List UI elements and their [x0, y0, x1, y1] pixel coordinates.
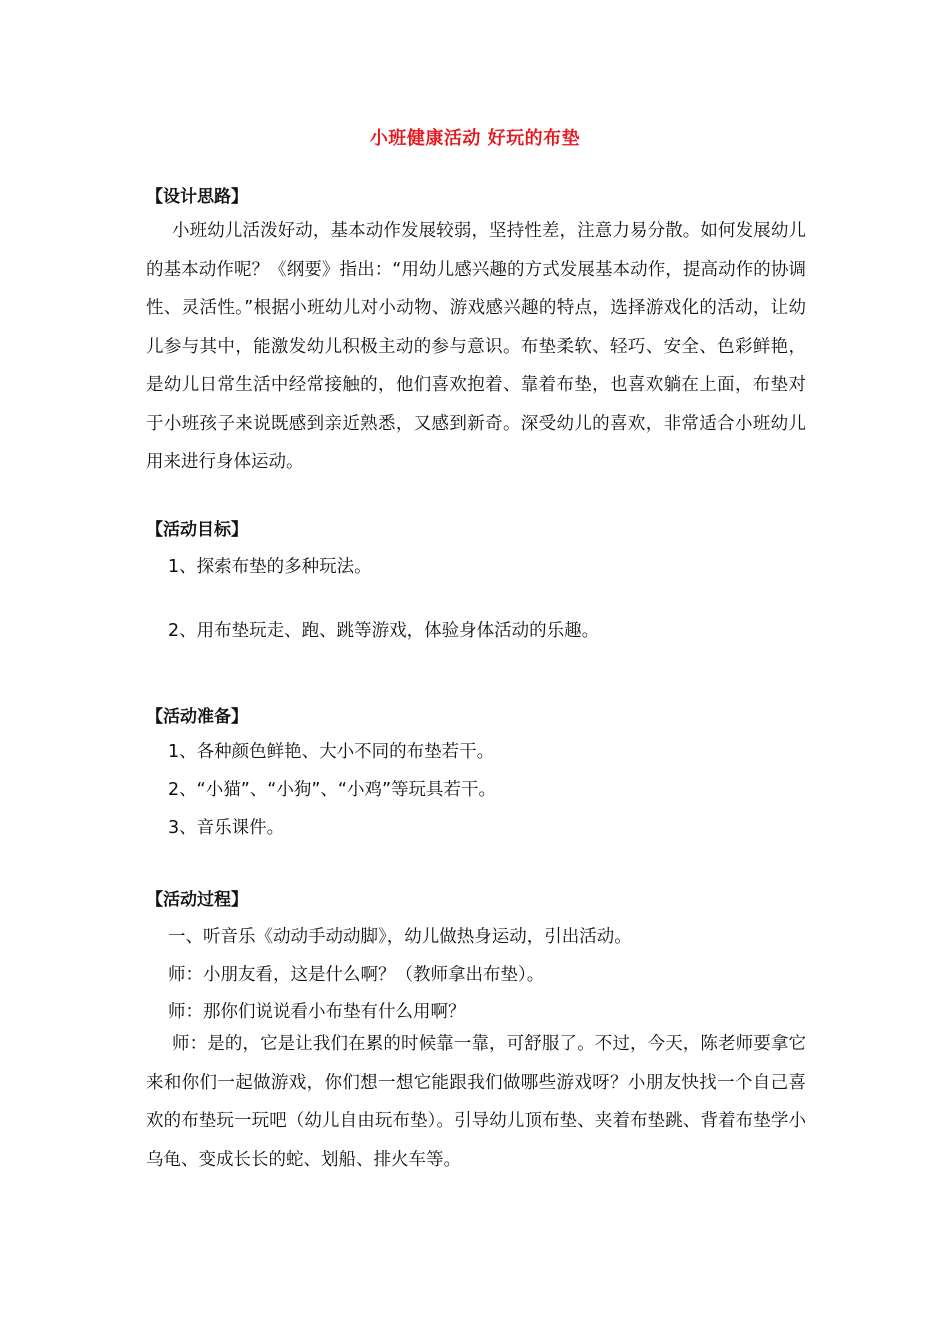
process-line: 师：那你们说说看小布垫有什么用啊？	[168, 1002, 466, 1022]
prep-item: 1、各种颜色鲜艳、大小不同的布垫若干。	[168, 742, 495, 762]
goals-heading: 【活动目标】	[146, 520, 248, 540]
design-paragraph: 小班幼儿活泼好动，基本动作发展较弱，坚持性差，注意力易分散。如何发展幼儿的基本动作呢？《纲要》指出：“用幼儿感兴趣的方式发展基本动作，提高动作的协调性、灵活性。”根据小班幼儿对小动物、游戏感兴趣的特点，选择游戏化的活动，让幼儿参与其中，能激发幼儿积极主动的参与意识。布垫柔软、轻巧、安全、色彩鲜艳，是幼儿日常生活中经常接触的，他们喜欢抱着、靠着布垫，也喜欢躺在上面，布垫对于小班孩子来说既感到亲近熟悉，又感到新奇。深受幼儿的喜欢，非常适合小班幼儿用来进行身体运动。	[146, 221, 806, 472]
process-line: 一、听音乐《动动手动动脚》，幼儿做热身运动，引出活动。	[168, 927, 632, 947]
goal-item: 1、探索布垫的多种玩法。	[168, 557, 372, 577]
page-title: 小班健康活动 好玩的布垫	[369, 128, 581, 149]
prep-item: 2、“小猫”、“小狗”、“小鸡”等玩具若干。	[168, 780, 497, 800]
process-line: 师：小朋友看，这是什么啊？（教师拿出布垫）。	[168, 965, 545, 985]
prep-item: 3、音乐课件。	[168, 818, 285, 838]
process-heading: 【活动过程】	[146, 890, 248, 910]
prep-heading: 【活动准备】	[146, 707, 248, 727]
process-paragraph: 师：是的，它是让我们在累的时候靠一靠，可舒服了。不过，今天，陈老师要拿它来和你们一起做游戏，你们想一想它能跟我们做哪些游戏呀？小朋友快找一个自己喜欢的布垫玩一玩吧（幼儿自由玩布垫）。引导幼儿顶布垫、夹着布垫跳、背着布垫学小乌龟、变成长长的蛇、划船、排火车等。	[146, 1034, 806, 1170]
design-heading: 【设计思路】	[146, 187, 248, 207]
goal-item: 2、用布垫玩走、跑、跳等游戏，体验身体活动的乐趣。	[168, 621, 600, 641]
